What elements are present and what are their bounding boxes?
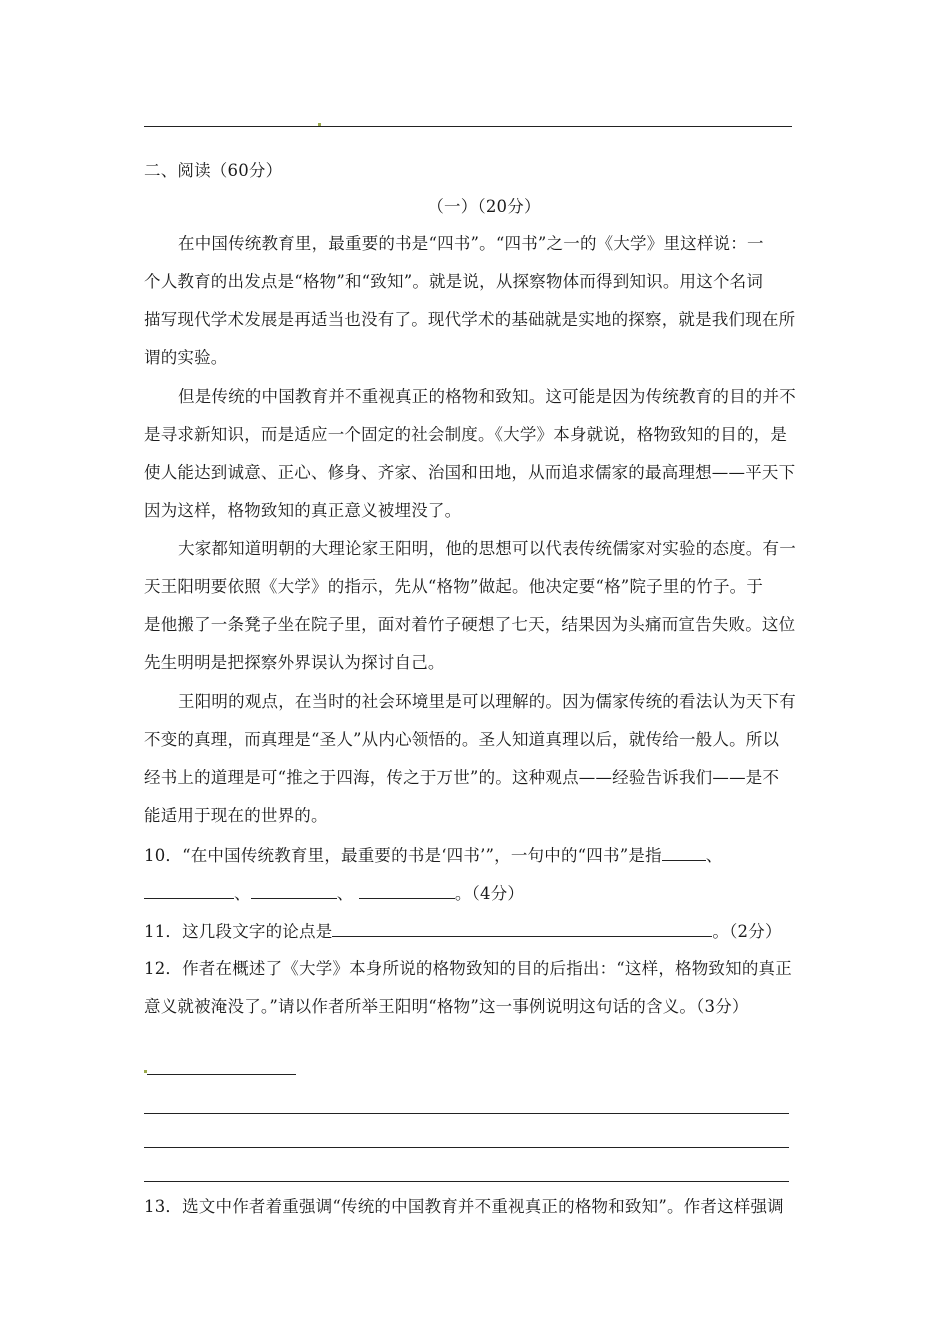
answer-line[interactable] <box>144 1181 789 1182</box>
passage-line: 王阳明的观点，在当时的社会环境里是可以理解的。因为儒家传统的看法认为天下有 <box>178 692 796 711</box>
passage-line: 不变的真理，而真理是“圣人”从内心领悟的。圣人知道真理以后，就传给一般人。所以 <box>144 730 780 749</box>
answer-line[interactable] <box>144 1113 789 1114</box>
passage-line: 是他搬了一条凳子坐在院子里，面对着竹子硬想了七天，结果因为头痛而宣告失败。这位 <box>144 615 796 634</box>
question-10-score: 。（4分） <box>454 884 525 903</box>
passage-line: 描写现代学术发展是再适当也没有了。现代学术的基础就是实地的探察，就是我们现在所 <box>144 310 796 329</box>
subsection-heading: （一）（20分） <box>427 197 541 216</box>
scan-dot <box>318 123 321 126</box>
top-answer-line <box>144 126 792 127</box>
passage-line: 但是传统的中国教育并不重视真正的格物和致知。这可能是因为传统教育的目的并不 <box>178 387 796 406</box>
answer-blank[interactable] <box>144 882 234 899</box>
question-13-line1: 13．选文中作者着重强调“传统的中国教育并不重视真正的格物和致知”。作者这样强调 <box>144 1197 784 1216</box>
passage-line: 因为这样，格物致知的真正意义被埋没了。 <box>144 501 462 520</box>
separator: 、 <box>705 846 723 865</box>
answer-line[interactable] <box>147 1074 296 1075</box>
question-10-text: 10．“在中国传统教育里，最重要的书是‘四书’”，一句中的“四书”是指 <box>144 846 662 865</box>
passage-line: 个人教育的出发点是“格物”和“致知”。就是说，从探察物体而得到知识。用这个名词 <box>144 272 764 291</box>
question-11-score: 。（2分） <box>712 922 782 941</box>
answer-blank[interactable] <box>662 844 706 861</box>
question-11-text: 11．这几段文字的论点是 <box>144 922 333 941</box>
answer-blank[interactable] <box>359 882 455 899</box>
answer-blank[interactable] <box>332 920 712 937</box>
section-heading: 二、阅读（60分） <box>144 161 283 180</box>
passage-line: 经书上的道理是可“推之于四海，传之于万世”的。这种观点——经验告诉我们——是不 <box>144 768 780 787</box>
passage-line: 天王阳明要依照《大学》的指示，先从“格物”做起。他决定要“格”院子里的竹子。于 <box>144 577 764 596</box>
passage-line: 谓的实验。 <box>144 348 228 367</box>
scan-dot <box>144 1070 147 1073</box>
passage-line: 是寻求新知识，而是适应一个固定的社会制度。《大学》本身就说，格物致知的目的，是 <box>144 425 788 444</box>
question-12-line1: 12．作者在概述了《大学》本身所说的格物致知的目的后指出：“这样，格物致知的真正 <box>144 959 792 978</box>
question-11 <box>144 920 824 943</box>
passage-line: 大家都知道明朝的大理论家王阳明，他的思想可以代表传统儒家对实验的态度。有一 <box>178 539 796 558</box>
separator: 、 <box>234 884 251 903</box>
question-12-line2: 意义就被淹没了。”请以作者所举王阳明“格物”这一事例说明这句话的含义。（3分） <box>144 997 749 1016</box>
answer-line[interactable] <box>144 1147 789 1148</box>
passage-line: 在中国传统教育里，最重要的书是“四书”。“四书”之一的《大学》里这样说：一 <box>178 234 764 253</box>
separator: 、 <box>336 884 354 903</box>
question-10 <box>144 844 824 867</box>
answer-blank[interactable] <box>251 882 337 899</box>
passage-line: 使人能达到诚意、正心、修身、齐家、治国和田地，从而追求儒家的最高理想——平天下 <box>144 463 796 482</box>
question-10-blanks <box>144 882 824 905</box>
passage-line: 先生明明是把探察外界误认为探讨自己。 <box>144 653 445 672</box>
passage-line: 能适用于现在的世界的。 <box>144 806 328 825</box>
